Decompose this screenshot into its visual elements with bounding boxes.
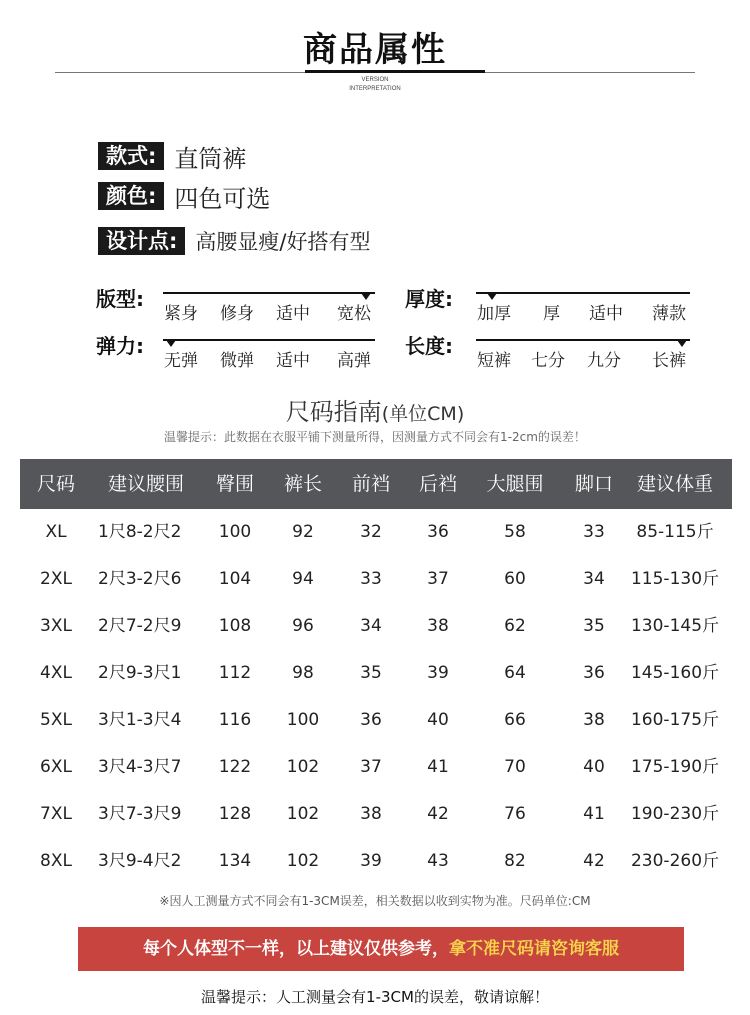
thickness-scale-label: 厚度:: [405, 287, 453, 311]
fit-option: 宽松: [337, 304, 371, 324]
table-cell: 96: [292, 616, 314, 636]
table-cell: 100: [286, 710, 320, 730]
column-header: 大腿围: [486, 473, 544, 495]
fit-option: 适中: [276, 304, 310, 324]
elasticity-option: 高弹: [337, 351, 371, 371]
table-cell: 3尺4-3尺7: [98, 757, 182, 777]
table-row: [20, 509, 732, 556]
table-cell: 134: [218, 851, 252, 871]
table-cell: 38: [427, 616, 449, 636]
column-header: 后裆: [418, 473, 458, 495]
page-title: 商品属性: [303, 30, 447, 70]
table-cell: 37: [360, 757, 382, 777]
column-header: 建议体重: [636, 473, 714, 495]
size-guide-unit: (单位CM): [381, 403, 465, 425]
length-option: 长裤: [652, 351, 686, 371]
table-cell: 122: [218, 757, 252, 777]
thickness-option: 加厚: [477, 304, 511, 324]
title-divider-right: [485, 72, 695, 73]
table-cell: 160-175斤: [630, 710, 720, 730]
table-cell: 104: [218, 569, 252, 589]
table-cell: 130-145斤: [630, 616, 720, 636]
attribute-label: 颜色:: [98, 182, 164, 210]
table-cell: 40: [583, 757, 605, 777]
table-cell: 3XL: [40, 616, 72, 636]
table-row: [20, 603, 732, 650]
title-subtitle-line2: INTERPRETATION: [349, 86, 401, 92]
table-cell: 35: [360, 663, 382, 683]
table-cell: 94: [292, 569, 314, 589]
table-cell: 112: [218, 663, 252, 683]
length-option: 短裤: [477, 351, 511, 371]
table-cell: 58: [504, 522, 526, 542]
table-cell: 82: [504, 851, 526, 871]
table-cell: 60: [504, 569, 526, 589]
length-scale-line: [476, 339, 690, 341]
table-cell: 1尺8-2尺2: [98, 522, 182, 542]
fit-option: 修身: [220, 304, 254, 324]
table-cell: 6XL: [40, 757, 72, 777]
table-cell: 230-260斤: [630, 851, 720, 871]
table-cell: 42: [583, 851, 605, 871]
table-cell: 128: [218, 804, 252, 824]
table-cell: 2尺9-3尺1: [98, 663, 182, 683]
table-cell: 41: [583, 804, 605, 824]
column-header: 裤长: [283, 473, 323, 495]
table-row: [20, 697, 732, 744]
table-cell: 115-130斤: [630, 569, 720, 589]
table-cell: 37: [427, 569, 449, 589]
attribute-value: 高腰显瘦/好搭有型: [195, 230, 371, 254]
length-scale-label: 长度:: [405, 334, 453, 358]
table-cell: 7XL: [40, 804, 72, 824]
table-cell: XL: [45, 522, 67, 542]
attribute-value: 直筒裤: [174, 144, 247, 173]
thickness-option: 薄款: [652, 304, 686, 324]
table-cell: 76: [504, 804, 526, 824]
table-cell: 33: [583, 522, 605, 542]
column-header: 建议腰围: [107, 473, 185, 495]
table-cell: 100: [218, 522, 252, 542]
table-cell: 36: [360, 710, 382, 730]
attribute-color: [98, 181, 270, 211]
thickness-scale-line: [476, 292, 690, 294]
column-header: 臀围: [215, 473, 255, 495]
elasticity-option: 适中: [276, 351, 310, 371]
banner-highlight-text: 拿不准尺码请咨询客服: [449, 939, 619, 959]
elasticity-scale-line: [163, 339, 375, 341]
length-option: 七分: [531, 351, 565, 371]
title-divider-left: [55, 72, 305, 73]
table-cell: 102: [286, 757, 320, 777]
advice-banner: [78, 927, 684, 971]
table-row: [20, 744, 732, 791]
column-header: 脚口: [574, 473, 614, 495]
banner-text: 每个人体型不一样，以上建议仅供参考，: [143, 939, 449, 959]
table-cell: 41: [427, 757, 449, 777]
table-cell: 145-160斤: [630, 663, 720, 683]
table-cell: 2尺7-2尺9: [98, 616, 182, 636]
table-cell: 175-190斤: [630, 757, 720, 777]
column-header: 前裆: [351, 473, 391, 495]
table-cell: 3尺1-3尺4: [98, 710, 182, 730]
size-guide-title: [0, 392, 750, 427]
table-cell: 108: [218, 616, 252, 636]
elasticity-option: 微弹: [220, 351, 254, 371]
table-row: [20, 650, 732, 697]
table-cell: 98: [292, 663, 314, 683]
table-cell: 92: [292, 522, 314, 542]
title-subtitle-line1: VERSION: [361, 77, 389, 83]
table-cell: 38: [360, 804, 382, 824]
length-option: 九分: [587, 351, 621, 371]
table-cell: 35: [583, 616, 605, 636]
attribute-label: 款式:: [98, 142, 164, 170]
table-cell: 102: [286, 851, 320, 871]
table-cell: 32: [360, 522, 382, 542]
table-cell: 34: [583, 569, 605, 589]
fit-option: 紧身: [164, 304, 198, 324]
table-cell: 36: [583, 663, 605, 683]
table-cell: 3尺9-4尺2: [98, 851, 182, 871]
table-cell: 42: [427, 804, 449, 824]
thickness-option: 适中: [589, 304, 623, 324]
table-cell: 2XL: [40, 569, 72, 589]
table-cell: 38: [583, 710, 605, 730]
table-cell: 40: [427, 710, 449, 730]
attribute-label: 设计点:: [98, 227, 185, 255]
table-cell: 62: [504, 616, 526, 636]
size-guide-title-text: 尺码指南: [285, 398, 382, 426]
attribute-design: [98, 226, 370, 256]
elasticity-option: 无弹: [164, 351, 198, 371]
title-divider-accent: [305, 70, 485, 73]
table-cell: 8XL: [40, 851, 72, 871]
table-cell: 66: [504, 710, 526, 730]
size-footnote: ※因人工测量方式不同会有1-3CM误差，相关数据以收到实物为准。尺码单位:CM: [159, 894, 591, 908]
table-cell: 102: [286, 804, 320, 824]
table-cell: 39: [427, 663, 449, 683]
table-row: [20, 838, 732, 885]
table-cell: 85-115斤: [636, 522, 714, 542]
attribute-style: [98, 141, 246, 171]
table-cell: 3尺7-3尺9: [98, 804, 182, 824]
table-cell: 39: [360, 851, 382, 871]
column-header: 尺码: [36, 473, 76, 495]
elasticity-scale-label: 弹力:: [96, 334, 144, 358]
table-cell: 4XL: [40, 663, 72, 683]
fit-scale-label: 版型:: [96, 287, 144, 311]
table-row: [20, 556, 732, 603]
thickness-option: 厚: [543, 304, 560, 324]
attribute-value: 四色可选: [174, 184, 271, 213]
bottom-note: 温馨提示：人工测量会有1-3CM的误差，敬请谅解！: [201, 988, 549, 1006]
table-cell: 33: [360, 569, 382, 589]
table-cell: 64: [504, 663, 526, 683]
size-guide-note: 温馨提示：此数据在衣服平铺下测量所得，因测量方式不同会有1-2cm的误差！: [164, 430, 586, 444]
table-cell: 190-230斤: [630, 804, 720, 824]
table-cell: 70: [504, 757, 526, 777]
table-row: [20, 791, 732, 838]
size-table-header: [20, 459, 732, 509]
table-cell: 43: [427, 851, 449, 871]
table-cell: 2尺3-2尺6: [98, 569, 182, 589]
fit-scale-line: [163, 292, 375, 294]
table-cell: 34: [360, 616, 382, 636]
table-cell: 5XL: [40, 710, 72, 730]
table-cell: 36: [427, 522, 449, 542]
table-cell: 116: [218, 710, 252, 730]
